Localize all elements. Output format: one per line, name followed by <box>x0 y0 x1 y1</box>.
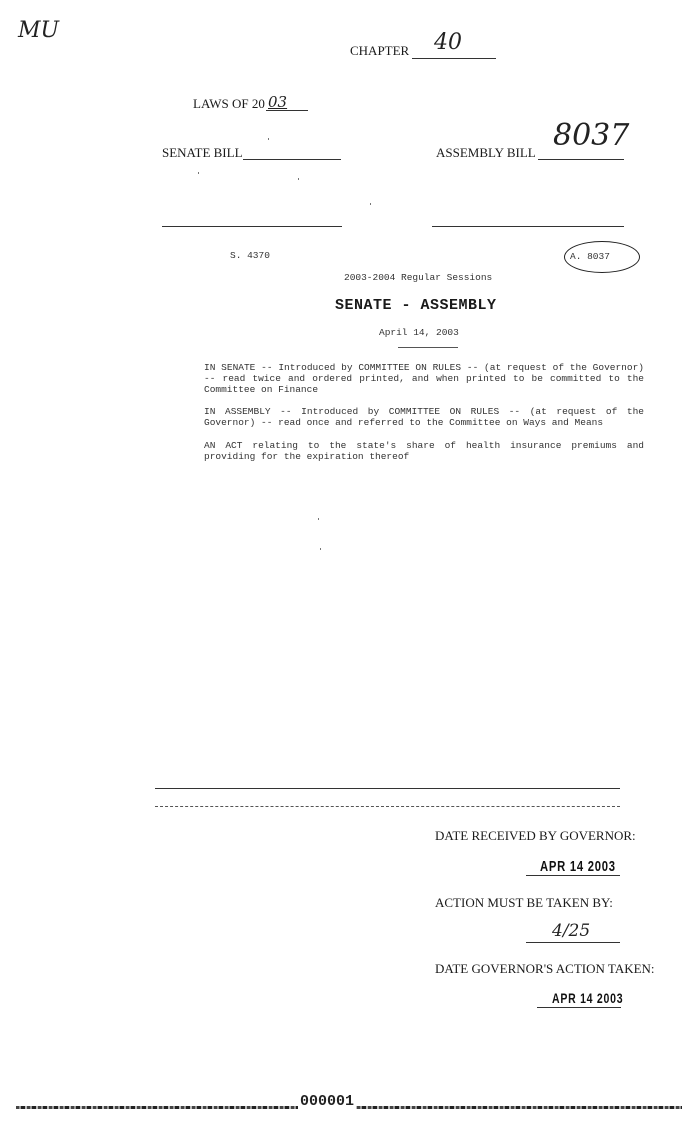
page-number: 000001 <box>300 1093 355 1110</box>
senate-number: S. 4370 <box>230 250 270 261</box>
margin-initials: MU <box>18 18 60 43</box>
divider-upper <box>155 788 620 789</box>
bill-date: April 14, 2003 <box>379 327 459 338</box>
received-label: DATE RECEIVED BY GOVERNOR: <box>435 828 636 843</box>
page-title: SENATE - ASSEMBLY <box>335 297 497 314</box>
signature-line-right <box>432 226 624 227</box>
speck <box>298 178 299 180</box>
assembly-bill-value: 8037 <box>553 118 630 153</box>
senate-bill-underline <box>243 159 341 160</box>
assembly-number: A. 8037 <box>570 251 610 262</box>
received-underline <box>526 875 620 876</box>
taken-stamp: APR 14 2003 <box>552 990 624 1006</box>
speck <box>198 172 199 174</box>
laws-value: 03 <box>268 93 288 111</box>
chapter-underline <box>412 58 496 59</box>
speck <box>318 518 319 520</box>
assembly-introduction: IN ASSEMBLY -- Introduced by COMMITTEE ON RULES -- (at request of the Governor) -- read once and referred to the Committee on Ways and Means <box>204 406 644 428</box>
session: 2003-2004 Regular Sessions <box>344 272 493 283</box>
taken-label: DATE GOVERNOR'S ACTION TAKEN: <box>435 961 655 976</box>
date-underline <box>398 347 458 348</box>
action-value: 4/25 <box>552 921 591 941</box>
speck <box>320 548 321 550</box>
speck <box>370 203 371 205</box>
laws-label: LAWS OF 20 <box>193 96 265 111</box>
signature-line-left <box>162 226 342 227</box>
taken-underline <box>537 1007 621 1008</box>
senate-introduction: IN SENATE -- Introduced by COMMITTEE ON RULES -- (at request of the Governor) -- read twice and ordered printed, and when printed to be committed to the Committee on Finance <box>204 362 644 395</box>
speck <box>268 138 269 140</box>
assembly-bill-label: ASSEMBLY BILL <box>436 145 536 160</box>
divider-lower <box>155 806 620 807</box>
act-description: AN ACT relating to the state's share of health insurance premiums and providing for the expiration thereof <box>204 440 644 462</box>
chapter-label: CHAPTER <box>350 43 410 58</box>
chapter-value: 40 <box>434 30 462 55</box>
action-label: ACTION MUST BE TAKEN BY: <box>435 895 613 910</box>
senate-bill-label: SENATE BILL <box>162 145 243 160</box>
assembly-bill-underline <box>538 159 624 160</box>
received-stamp: APR 14 2003 <box>540 858 616 875</box>
action-underline <box>526 942 620 943</box>
